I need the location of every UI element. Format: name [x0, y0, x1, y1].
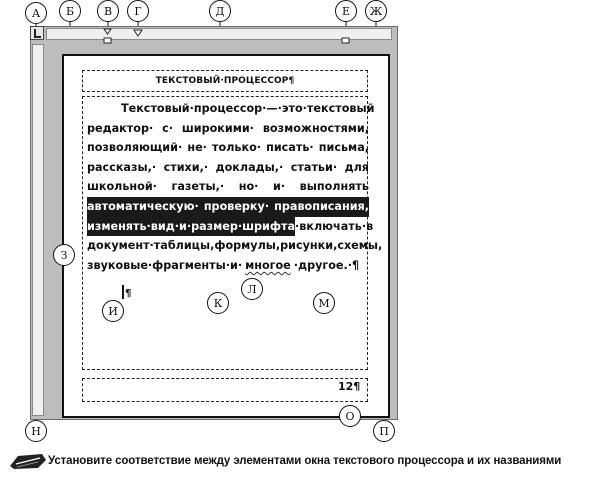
text-line: редактор· с· широкими· возможностями,	[87, 121, 369, 135]
callout-l: Л	[241, 278, 263, 300]
text-line: документ·таблицы, формулы, рисунки, схемы,	[87, 239, 383, 253]
callout-m: М	[313, 292, 335, 314]
vertical-ruler[interactable]	[32, 44, 44, 416]
selected-text-line[interactable]: автоматическую· проверку· правописания,	[87, 197, 369, 217]
text-line: Текстовый· процессор· —· это· текстовый	[121, 102, 375, 115]
document-paragraph[interactable]	[87, 99, 383, 275]
callout-k: К	[207, 292, 229, 314]
text-line: звуковые·фрагменты·и· многое ·другое.·¶	[87, 256, 369, 276]
text-cursor: ¶	[122, 285, 131, 299]
text-line: изменять·вид·и·размер·шрифта · включать· в	[87, 217, 369, 237]
footer-area[interactable]	[82, 378, 368, 402]
callout-zh: Ж	[365, 0, 387, 22]
spelling-error-word[interactable]: многое	[245, 258, 291, 272]
callout-e: Е	[335, 0, 357, 22]
callout-z: З	[53, 244, 75, 266]
callout-i: И	[102, 300, 124, 322]
tab-selector-button[interactable]	[30, 26, 44, 40]
tab-stop-icon	[34, 29, 41, 38]
callout-v: В	[97, 0, 119, 22]
task-caption	[8, 452, 616, 470]
callout-p: П	[373, 420, 395, 442]
text-line: школьной· газеты,· но· и· выполнять	[87, 180, 369, 194]
cursor-bar	[122, 285, 124, 299]
caption-text: Установите соответствие между элементами окна текстового процессора и их названиями	[48, 455, 562, 467]
text-line: позволяющий· не· только· писать· письма,	[87, 141, 369, 155]
header-text: ТЕКСТОВЫЙ·ПРОЦЕССОР¶	[155, 76, 295, 86]
page-number: 12¶	[338, 380, 361, 393]
callout-n: Н	[25, 420, 47, 442]
callout-d: Д	[209, 0, 231, 22]
text-line: рассказы,· стихи,· доклады,· статьи· для	[87, 160, 369, 174]
selected-text-fragment[interactable]: изменять·вид·и·размер·шрифта	[87, 217, 295, 237]
callout-b: Б	[59, 0, 81, 22]
callout-a: А	[25, 2, 47, 24]
horizontal-ruler[interactable]	[46, 28, 392, 40]
pencil-task-icon	[8, 452, 48, 470]
callout-g: Г	[127, 0, 149, 22]
callout-o: О	[339, 405, 361, 427]
